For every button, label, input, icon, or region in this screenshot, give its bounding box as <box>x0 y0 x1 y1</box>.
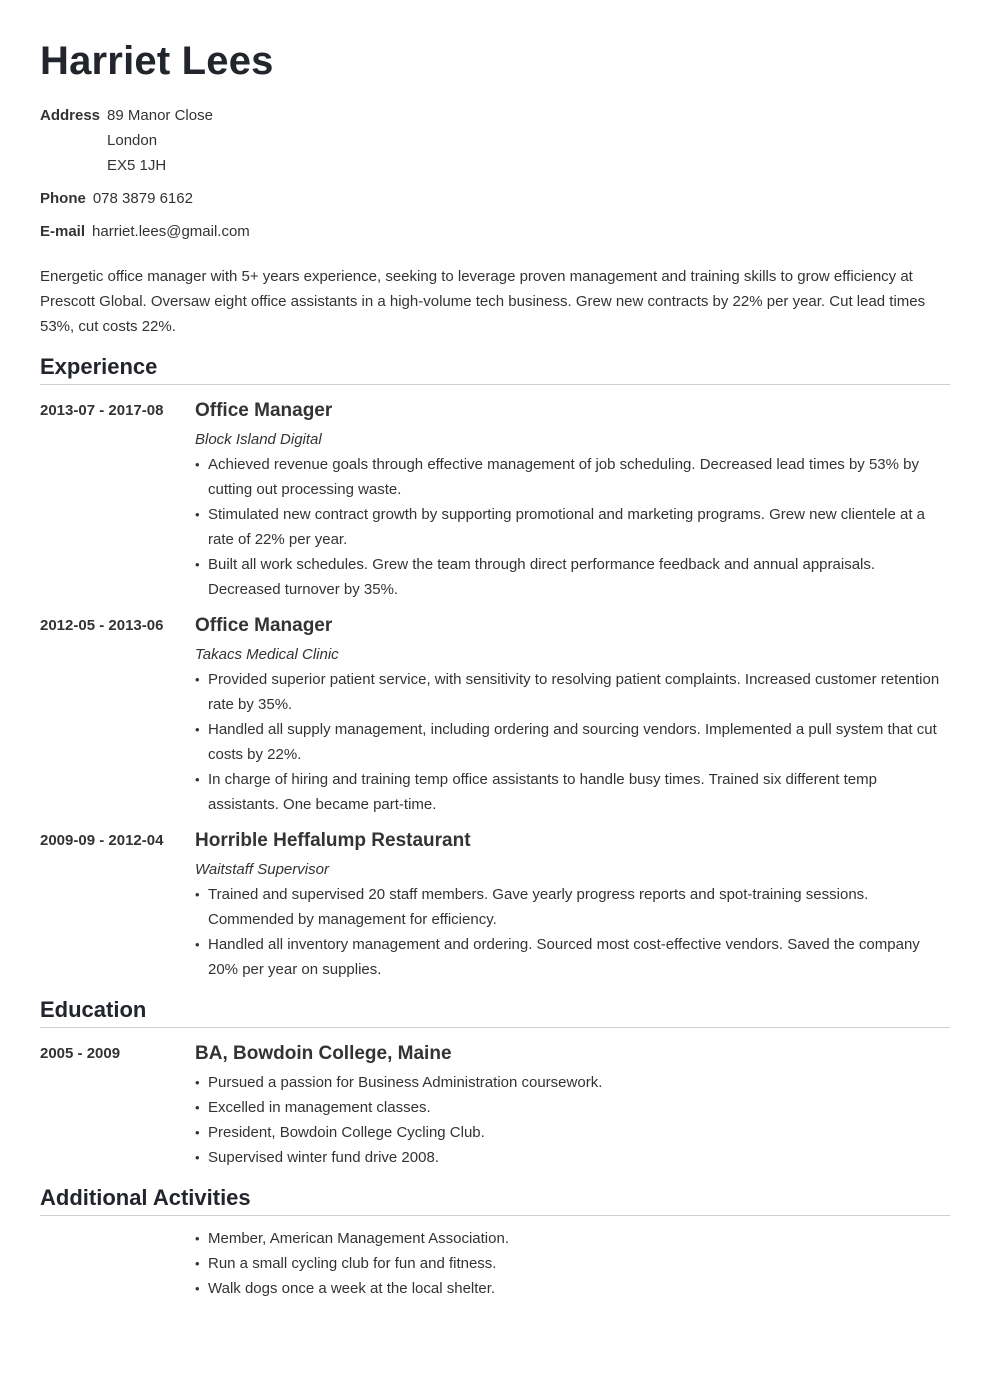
activities-bullets <box>195 1226 940 1301</box>
contact-block <box>40 103 250 252</box>
entry-dates: 2005 - 2009 <box>40 1045 121 1062</box>
profile-summary: Energetic office manager with 5+ years experience, seeking to leverage proven management and training skills to grow efficiency at Prescott Global. Oversaw eight office assistants in a high-volume tech business. Grew new contracts by 22% per year. Cut lead times 53%, cut costs 22%. <box>40 268 926 335</box>
education-heading: Education <box>40 995 950 1028</box>
entry-bullets <box>195 1070 940 1170</box>
bullet-item: • Excelled in management classes. <box>195 1095 940 1120</box>
entry-title: Office Manager <box>195 400 333 421</box>
address-row <box>40 103 250 178</box>
bullet-item: • Member, American Management Association. <box>195 1226 940 1251</box>
entry-title: Office Manager <box>195 615 333 636</box>
phone-value: 078 3879 6162 <box>92 190 193 207</box>
bullet-item: • Trained and supervised 20 staff members. Gave yearly progress reports and spot-training sessions. Commended by management for efficiency. <box>195 882 940 932</box>
entry-body <box>195 1041 940 1170</box>
bullet-item: • Pursued a passion for Business Administration coursework. <box>195 1070 940 1095</box>
entry-dates: 2013-07 - 2017-08 <box>40 402 164 419</box>
bullet-item: • Built all work schedules. Grew the team through direct performance feedback and annual appraisals. Decreased turnover by 35%. <box>195 552 940 602</box>
bullet-item: • Provided superior patient service, with sensitivity to resolving patient complaints. Increased customer retention rate by 35%. <box>195 667 940 717</box>
address-line: EX5 1JH <box>107 157 167 174</box>
entry-bullets <box>195 667 940 817</box>
address-label: Address <box>40 107 101 124</box>
phone-label: Phone <box>40 190 86 207</box>
entry-dates: 2012-05 - 2013-06 <box>40 617 164 634</box>
entry-body <box>195 828 940 982</box>
bullet-item: • Achieved revenue goals through effective management of job scheduling. Decreased lead times by 53% by cutting out processing waste. <box>195 452 940 502</box>
bullet-item: • Supervised winter fund drive 2008. <box>195 1145 940 1170</box>
experience-heading: Experience <box>40 352 950 385</box>
address-lines <box>107 103 213 178</box>
entry-bullets <box>195 452 940 602</box>
email-value: harriet.lees@gmail.com <box>92 223 250 240</box>
email-label: E-mail <box>40 223 86 240</box>
phone-row <box>40 186 250 211</box>
entry-dates: 2009-09 - 2012-04 <box>40 832 164 849</box>
email-row <box>40 219 250 244</box>
bullet-item: • Handled all supply management, including ordering and sourcing vendors. Implemented a pull system that cut costs by 22%. <box>195 717 940 767</box>
bullet-item: • Handled all inventory management and ordering. Sourced most cost-effective vendors. Saved the company 20% per year on supplies. <box>195 932 940 982</box>
bullet-item: • President, Bowdoin College Cycling Club. <box>195 1120 940 1145</box>
entry-body <box>195 1226 940 1301</box>
entry-subtitle: Takacs Medical Clinic <box>195 646 339 663</box>
entry-body <box>195 398 940 602</box>
entry-subtitle: Waitstaff Supervisor <box>195 861 329 878</box>
bullet-item: • Run a small cycling club for fun and fitness. <box>195 1251 940 1276</box>
entry-body <box>195 613 940 817</box>
entry-bullets <box>195 882 940 982</box>
candidate-name: Harriet Lees <box>40 39 274 83</box>
address-line: London <box>107 132 158 149</box>
bullet-item: • In charge of hiring and training temp office assistants to handle busy times. Trained six different temp assistants. One became part-time. <box>195 767 940 817</box>
bullet-item: • Walk dogs once a week at the local shelter. <box>195 1276 940 1301</box>
entry-subtitle: Block Island Digital <box>195 431 322 448</box>
address-line: 89 Manor Close <box>107 107 213 124</box>
bullet-item: • Stimulated new contract growth by supporting promotional and marketing programs. Grew new clientele at a rate of 22% per year. <box>195 502 940 552</box>
activities-heading: Additional Activities <box>40 1183 950 1216</box>
entry-title: Horrible Heffalump Restaurant <box>195 830 471 851</box>
entry-title: BA, Bowdoin College, Maine <box>195 1043 452 1064</box>
